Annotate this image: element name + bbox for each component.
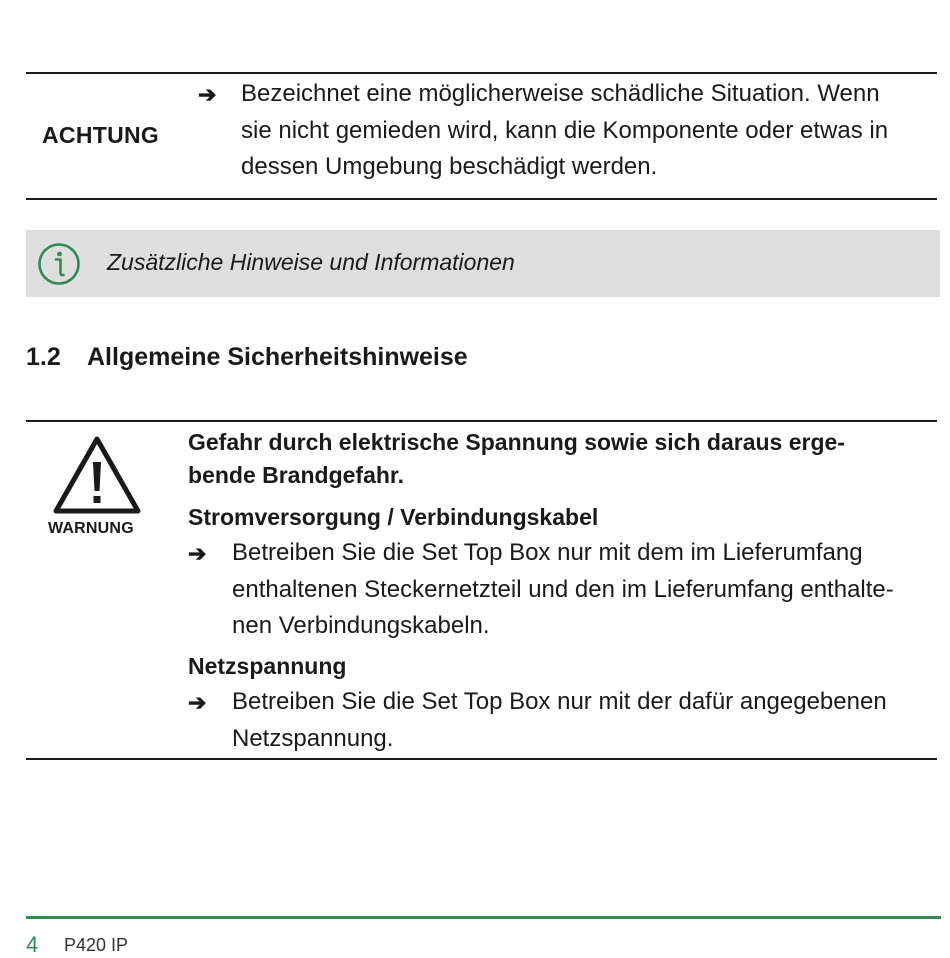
warning-title-line: bende Brandgefahr.	[188, 462, 404, 488]
top-divider	[26, 72, 937, 74]
achtung-text	[241, 76, 888, 186]
achtung-label: ACHTUNG	[42, 122, 160, 148]
note-text: Zusätzliche Hinweise und Informationen	[107, 249, 515, 275]
arrow-right-icon: ➔	[188, 541, 207, 566]
warning-title	[188, 426, 908, 492]
mains-voltage-text	[232, 684, 887, 757]
section-number: 1.2	[26, 343, 61, 371]
arrow-right-icon: ➔	[188, 690, 207, 715]
warning-bottom-divider	[26, 758, 937, 760]
achtung-bottom-divider	[26, 198, 937, 200]
footer-divider	[26, 916, 941, 919]
power-supply-line: nen Verbindungskabeln.	[232, 612, 490, 639]
achtung-line: dessen Umgebung beschädigt werden.	[241, 153, 658, 180]
section-heading	[26, 343, 468, 372]
mains-voltage-line: Netzspannung.	[232, 724, 394, 752]
warning-top-divider	[26, 420, 937, 422]
power-supply-line: Betreiben Sie die Set Top Box nur mit dem im Lieferumfang	[232, 539, 863, 566]
section-title: Allgemeine Sicherheitshinweise	[87, 343, 468, 371]
subheading-mains-voltage: Netzspannung	[188, 653, 347, 679]
page-number: 4	[26, 932, 39, 957]
power-supply-text	[232, 535, 894, 645]
warning-triangle-icon	[51, 434, 143, 516]
arrow-right-icon: ➔	[198, 82, 217, 107]
warning-label: WARNUNG	[48, 520, 134, 537]
mains-voltage-line: Betreiben Sie die Set Top Box nur mit der dafür angegebenen	[232, 688, 887, 715]
subheading-power-supply: Stromversorgung / Verbindungskabel	[188, 504, 599, 530]
achtung-line: sie nicht gemieden wird, kann die Komponente oder etwas in	[241, 116, 889, 144]
warning-title-line: Gefahr durch elektrische Spannung sowie sich daraus erge-	[188, 429, 845, 455]
power-supply-line: enthaltenen Steckernetzteil und den im Lieferumfang enthalte-	[232, 575, 894, 603]
info-icon	[37, 242, 81, 286]
achtung-line: Bezeichnet eine möglicherweise schädliche Situation. Wenn	[241, 80, 880, 107]
product-name: P420 IP	[64, 935, 129, 955]
